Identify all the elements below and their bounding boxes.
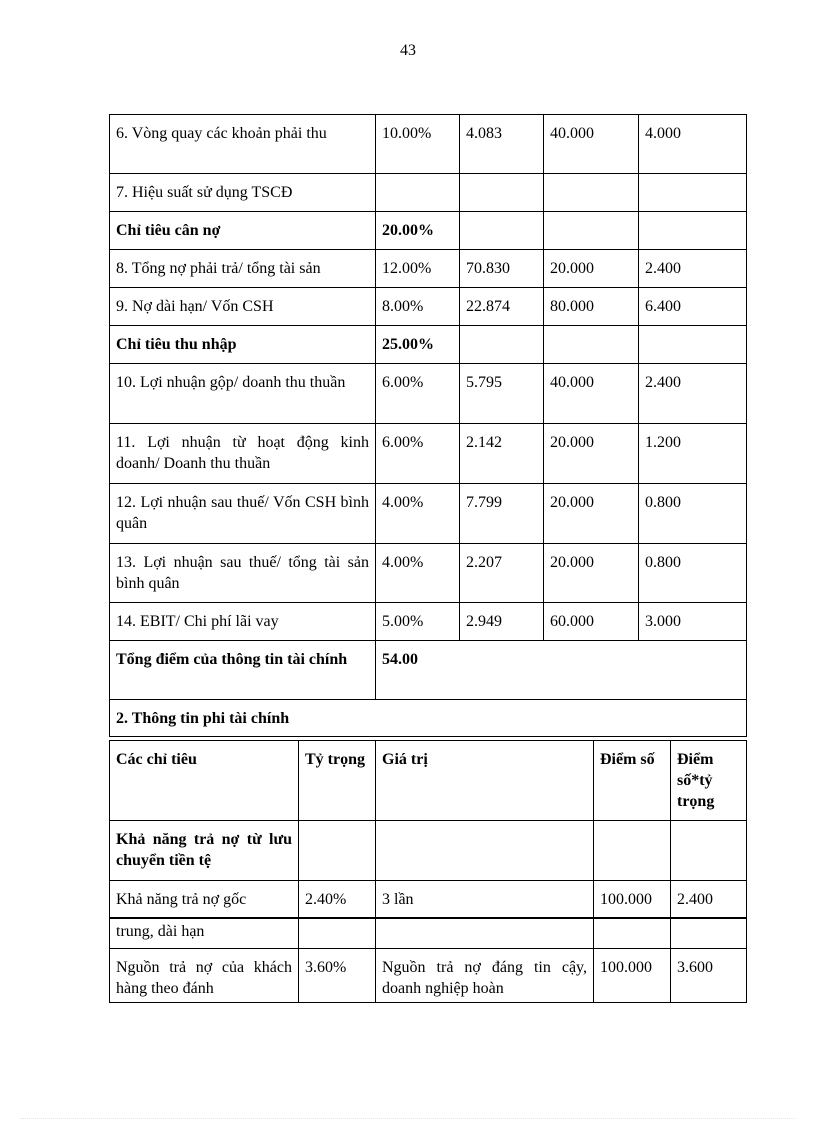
weight-cell: 5.00% — [376, 603, 460, 641]
weight-cell: 8.00% — [376, 288, 460, 326]
indicator-cell: 6. Vòng quay các khoản phải thu — [110, 115, 376, 174]
weight-cell: 25.00% — [376, 326, 460, 364]
indicator-cell: 10. Lợi nhuận gộp/ doanh thu thuần — [110, 364, 376, 424]
weight-cell: 4.00% — [376, 484, 460, 544]
score-cell: 60.000 — [544, 603, 639, 641]
table-header-row — [110, 741, 747, 821]
score-cell: 100.000 — [594, 949, 671, 1003]
value-cell: 5.795 — [460, 364, 544, 424]
section-title: 2. Thông tin phi tài chính — [110, 700, 747, 737]
empty-cell — [594, 821, 671, 881]
total-label: Tổng điểm của thông tin tài chính — [110, 641, 376, 700]
table-row — [110, 881, 747, 918]
weighted-score-cell: 3.600 — [671, 949, 747, 1003]
indicator-cell: Khả năng trả nợ gốc — [110, 881, 299, 918]
weighted-score-cell: 2.400 — [639, 250, 747, 288]
non-financial-indicators-table — [109, 740, 747, 1003]
weighted-score-cell: 2.400 — [671, 881, 747, 918]
indicator-cell: 9. Nợ dài hạn/ Vốn CSH — [110, 288, 376, 326]
score-cell: 100.000 — [594, 881, 671, 918]
weighted-score-cell — [639, 326, 747, 364]
weighted-score-cell: 6.400 — [639, 288, 747, 326]
value-cell: 2.207 — [460, 544, 544, 603]
weight-cell: 3.60% — [299, 949, 376, 1003]
indicator-cell: trung, dài hạn — [110, 918, 299, 949]
header-indicator: Các chỉ tiêu — [110, 741, 299, 821]
page-number: 43 — [400, 42, 416, 59]
value-cell: 2.949 — [460, 603, 544, 641]
weighted-score-cell: 4.000 — [639, 115, 747, 174]
table-row — [110, 326, 747, 364]
header-value: Giá trị — [376, 741, 594, 821]
empty-cell — [671, 821, 747, 881]
page-bottom-rule — [20, 1118, 796, 1119]
value-cell: 2.142 — [460, 424, 544, 484]
weight-cell: 4.00% — [376, 544, 460, 603]
total-value: 54.00 — [376, 641, 747, 700]
table-row — [110, 212, 747, 250]
weight-cell — [299, 918, 376, 949]
indicator-cell: 7. Hiệu suất sử dụng TSCĐ — [110, 174, 376, 212]
score-cell: 80.000 — [544, 288, 639, 326]
value-cell — [460, 326, 544, 364]
weighted-score-cell: 1.200 — [639, 424, 747, 484]
indicator-cell: 13. Lợi nhuận sau thuế/ tổng tài sản bình quân — [110, 544, 376, 603]
table-row — [110, 115, 747, 174]
indicator-cell: 12. Lợi nhuận sau thuế/ Vốn CSH bình quân — [110, 484, 376, 544]
value-cell: 3 lần — [376, 881, 594, 918]
group-label: Khả năng trả nợ từ lưu chuyển tiền tệ — [110, 821, 299, 881]
indicator-cell: 8. Tổng nợ phải trả/ tổng tài sản — [110, 250, 376, 288]
weight-cell — [376, 174, 460, 212]
score-cell: 20.000 — [544, 250, 639, 288]
table-row — [110, 174, 747, 212]
empty-cell — [299, 821, 376, 881]
weight-cell: 6.00% — [376, 424, 460, 484]
group-row — [110, 821, 747, 881]
score-cell — [544, 174, 639, 212]
weighted-score-cell — [671, 918, 747, 949]
score-cell — [594, 918, 671, 949]
section-title-row — [110, 700, 747, 737]
score-cell — [544, 326, 639, 364]
weighted-score-cell — [639, 174, 747, 212]
empty-cell — [376, 821, 594, 881]
weight-cell: 2.40% — [299, 881, 376, 918]
table-row — [110, 918, 747, 949]
total-row — [110, 641, 747, 700]
indicator-cell: Chỉ tiêu cân nợ — [110, 212, 376, 250]
weight-cell: 20.00% — [376, 212, 460, 250]
value-cell: Nguồn trả nợ đáng tin cậy, doanh nghiệp hoàn — [376, 949, 594, 1003]
value-cell: 4.083 — [460, 115, 544, 174]
value-cell: 70.830 — [460, 250, 544, 288]
table-row — [110, 484, 747, 544]
table-row — [110, 364, 747, 424]
weight-cell: 6.00% — [376, 364, 460, 424]
value-cell: 7.799 — [460, 484, 544, 544]
indicator-cell: 11. Lợi nhuận từ hoạt động kinh doanh/ Doanh thu thuần — [110, 424, 376, 484]
header-score: Điểm số — [594, 741, 671, 821]
value-cell: 22.874 — [460, 288, 544, 326]
indicator-cell: Chỉ tiêu thu nhập — [110, 326, 376, 364]
weight-cell: 12.00% — [376, 250, 460, 288]
score-cell: 40.000 — [544, 364, 639, 424]
score-cell: 20.000 — [544, 544, 639, 603]
table-row — [110, 424, 747, 484]
table-row — [110, 544, 747, 603]
indicator-cell: 14. EBIT/ Chi phí lãi vay — [110, 603, 376, 641]
header-weighted-score: Điểm số*tỷ trọng — [671, 741, 747, 821]
weighted-score-cell: 3.000 — [639, 603, 747, 641]
weighted-score-cell: 0.800 — [639, 544, 747, 603]
score-cell: 40.000 — [544, 115, 639, 174]
header-weight: Tỷ trọng — [299, 741, 376, 821]
table-row — [110, 288, 747, 326]
weighted-score-cell: 2.400 — [639, 364, 747, 424]
weighted-score-cell: 0.800 — [639, 484, 747, 544]
value-cell — [460, 212, 544, 250]
score-cell: 20.000 — [544, 484, 639, 544]
table-row — [110, 250, 747, 288]
financial-indicators-table — [109, 114, 747, 737]
value-cell — [460, 174, 544, 212]
indicator-cell: Nguồn trả nợ của khách hàng theo đánh — [110, 949, 299, 1003]
table-row — [110, 949, 747, 1003]
value-cell — [376, 918, 594, 949]
weight-cell: 10.00% — [376, 115, 460, 174]
weighted-score-cell — [639, 212, 747, 250]
score-cell: 20.000 — [544, 424, 639, 484]
score-cell — [544, 212, 639, 250]
table-row — [110, 603, 747, 641]
